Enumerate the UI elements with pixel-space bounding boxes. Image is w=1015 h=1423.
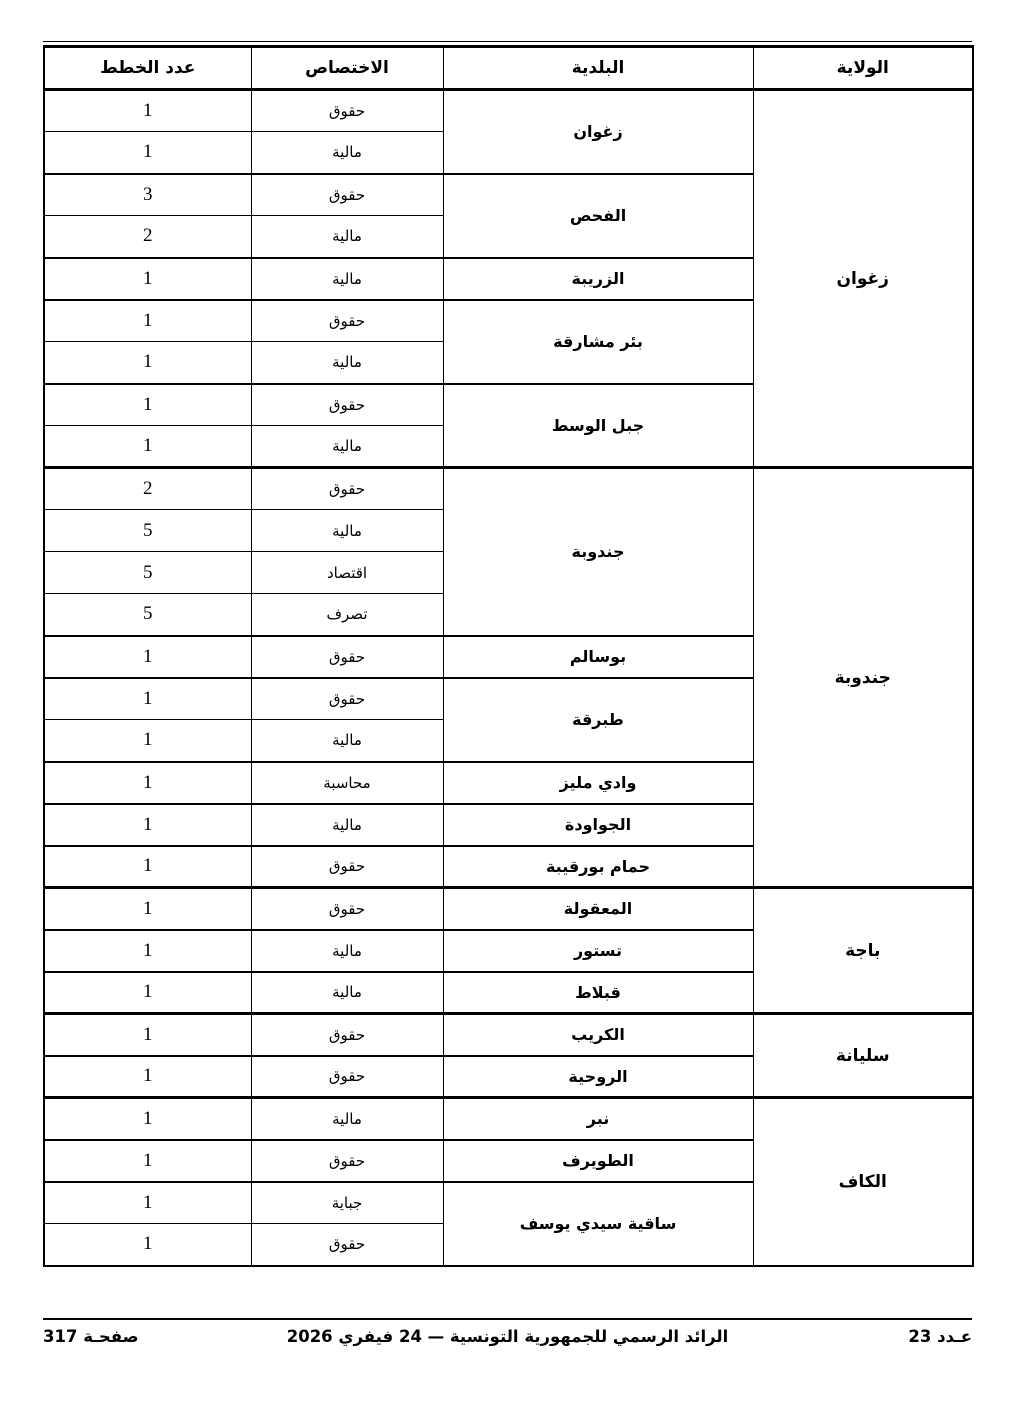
specialty-cell: مالية bbox=[251, 1098, 443, 1140]
specialty-cell: حقوق bbox=[251, 636, 443, 678]
governorate-cell: زغوان bbox=[753, 90, 973, 468]
count-cell: 1 bbox=[44, 972, 251, 1014]
count-cell: 1 bbox=[44, 636, 251, 678]
count-cell: 1 bbox=[44, 1224, 251, 1266]
count-cell: 3 bbox=[44, 174, 251, 216]
count-cell: 1 bbox=[44, 1056, 251, 1098]
specialty-cell: مالية bbox=[251, 510, 443, 552]
count-cell: 1 bbox=[44, 804, 251, 846]
count-cell: 5 bbox=[44, 510, 251, 552]
municipality-cell: بوسالم bbox=[443, 636, 753, 678]
specialty-cell: حقوق bbox=[251, 846, 443, 888]
col-header-count: عدد الخطط bbox=[44, 47, 251, 90]
municipality-cell: بئر مشارقة bbox=[443, 300, 753, 384]
governorate-cell: باجة bbox=[753, 888, 973, 1014]
specialty-cell: حقوق bbox=[251, 384, 443, 426]
municipality-cell: المعقولة bbox=[443, 888, 753, 930]
municipality-cell: نبر bbox=[443, 1098, 753, 1140]
table-row bbox=[44, 888, 973, 930]
count-cell: 1 bbox=[44, 132, 251, 174]
count-cell: 1 bbox=[44, 846, 251, 888]
municipality-cell: الروحية bbox=[443, 1056, 753, 1098]
governorate-cell: الكاف bbox=[753, 1098, 973, 1266]
page-footer bbox=[43, 1318, 972, 1346]
count-cell: 1 bbox=[44, 90, 251, 132]
specialty-cell: مالية bbox=[251, 972, 443, 1014]
specialty-cell: حقوق bbox=[251, 1014, 443, 1056]
municipality-cell: حمام بورقيبة bbox=[443, 846, 753, 888]
specialty-cell: مالية bbox=[251, 216, 443, 258]
specialty-cell: جباية bbox=[251, 1182, 443, 1224]
count-cell: 5 bbox=[44, 594, 251, 636]
specialty-cell: اقتصاد bbox=[251, 552, 443, 594]
specialty-cell: مالية bbox=[251, 132, 443, 174]
count-cell: 1 bbox=[44, 762, 251, 804]
count-cell: 1 bbox=[44, 1014, 251, 1056]
table-row bbox=[44, 468, 973, 510]
count-cell: 2 bbox=[44, 216, 251, 258]
count-cell: 2 bbox=[44, 468, 251, 510]
municipality-cell: ساقية سيدي يوسف bbox=[443, 1182, 753, 1266]
count-cell: 1 bbox=[44, 342, 251, 384]
municipality-cell: الجواودة bbox=[443, 804, 753, 846]
municipality-cell: الزريبة bbox=[443, 258, 753, 300]
recruitment-table bbox=[43, 45, 974, 1267]
governorate-cell: جندوبة bbox=[753, 468, 973, 888]
specialty-cell: حقوق bbox=[251, 888, 443, 930]
count-cell: 1 bbox=[44, 1098, 251, 1140]
table-top-rule bbox=[43, 41, 972, 42]
municipality-cell: تستور bbox=[443, 930, 753, 972]
specialty-cell: حقوق bbox=[251, 1224, 443, 1266]
municipality-cell: جندوبة bbox=[443, 468, 753, 636]
specialty-cell: مالية bbox=[251, 258, 443, 300]
municipality-cell: وادي مليز bbox=[443, 762, 753, 804]
municipality-cell: جبل الوسط bbox=[443, 384, 753, 468]
count-cell: 1 bbox=[44, 888, 251, 930]
col-header-governorate: الولاية bbox=[753, 47, 973, 90]
municipality-cell: الطويرف bbox=[443, 1140, 753, 1182]
count-cell: 1 bbox=[44, 384, 251, 426]
table-row bbox=[44, 1014, 973, 1056]
col-header-specialty: الاختصاص bbox=[251, 47, 443, 90]
governorate-cell: سليانة bbox=[753, 1014, 973, 1098]
footer-issue-number: عـدد 23 bbox=[908, 1327, 972, 1346]
municipality-cell: قبلاط bbox=[443, 972, 753, 1014]
header-row bbox=[44, 47, 973, 90]
count-cell: 5 bbox=[44, 552, 251, 594]
specialty-cell: مالية bbox=[251, 804, 443, 846]
table-row bbox=[44, 90, 973, 132]
count-cell: 1 bbox=[44, 678, 251, 720]
col-header-municipality: البلدية bbox=[443, 47, 753, 90]
count-cell: 1 bbox=[44, 720, 251, 762]
specialty-cell: تصرف bbox=[251, 594, 443, 636]
specialty-cell: حقوق bbox=[251, 468, 443, 510]
specialty-cell: مالية bbox=[251, 930, 443, 972]
municipality-cell: الفحص bbox=[443, 174, 753, 258]
count-cell: 1 bbox=[44, 1140, 251, 1182]
specialty-cell: مالية bbox=[251, 426, 443, 468]
count-cell: 1 bbox=[44, 258, 251, 300]
municipality-cell: زغوان bbox=[443, 90, 753, 174]
specialty-cell: حقوق bbox=[251, 174, 443, 216]
municipality-cell: الكريب bbox=[443, 1014, 753, 1056]
specialty-cell: مالية bbox=[251, 342, 443, 384]
table-row bbox=[44, 1098, 973, 1140]
count-cell: 1 bbox=[44, 930, 251, 972]
footer-journal-title: الرائد الرسمي للجمهورية التونسية — 24 فيفري 2026 bbox=[286, 1327, 729, 1346]
specialty-cell: حقوق bbox=[251, 1056, 443, 1098]
specialty-cell: حقوق bbox=[251, 678, 443, 720]
footer-page-number: صفحـة 317 bbox=[43, 1327, 139, 1346]
count-cell: 1 bbox=[44, 300, 251, 342]
specialty-cell: حقوق bbox=[251, 300, 443, 342]
count-cell: 1 bbox=[44, 426, 251, 468]
specialty-cell: محاسبة bbox=[251, 762, 443, 804]
specialty-cell: حقوق bbox=[251, 1140, 443, 1182]
municipality-cell: طبرقة bbox=[443, 678, 753, 762]
count-cell: 1 bbox=[44, 1182, 251, 1224]
specialty-cell: مالية bbox=[251, 720, 443, 762]
specialty-cell: حقوق bbox=[251, 90, 443, 132]
